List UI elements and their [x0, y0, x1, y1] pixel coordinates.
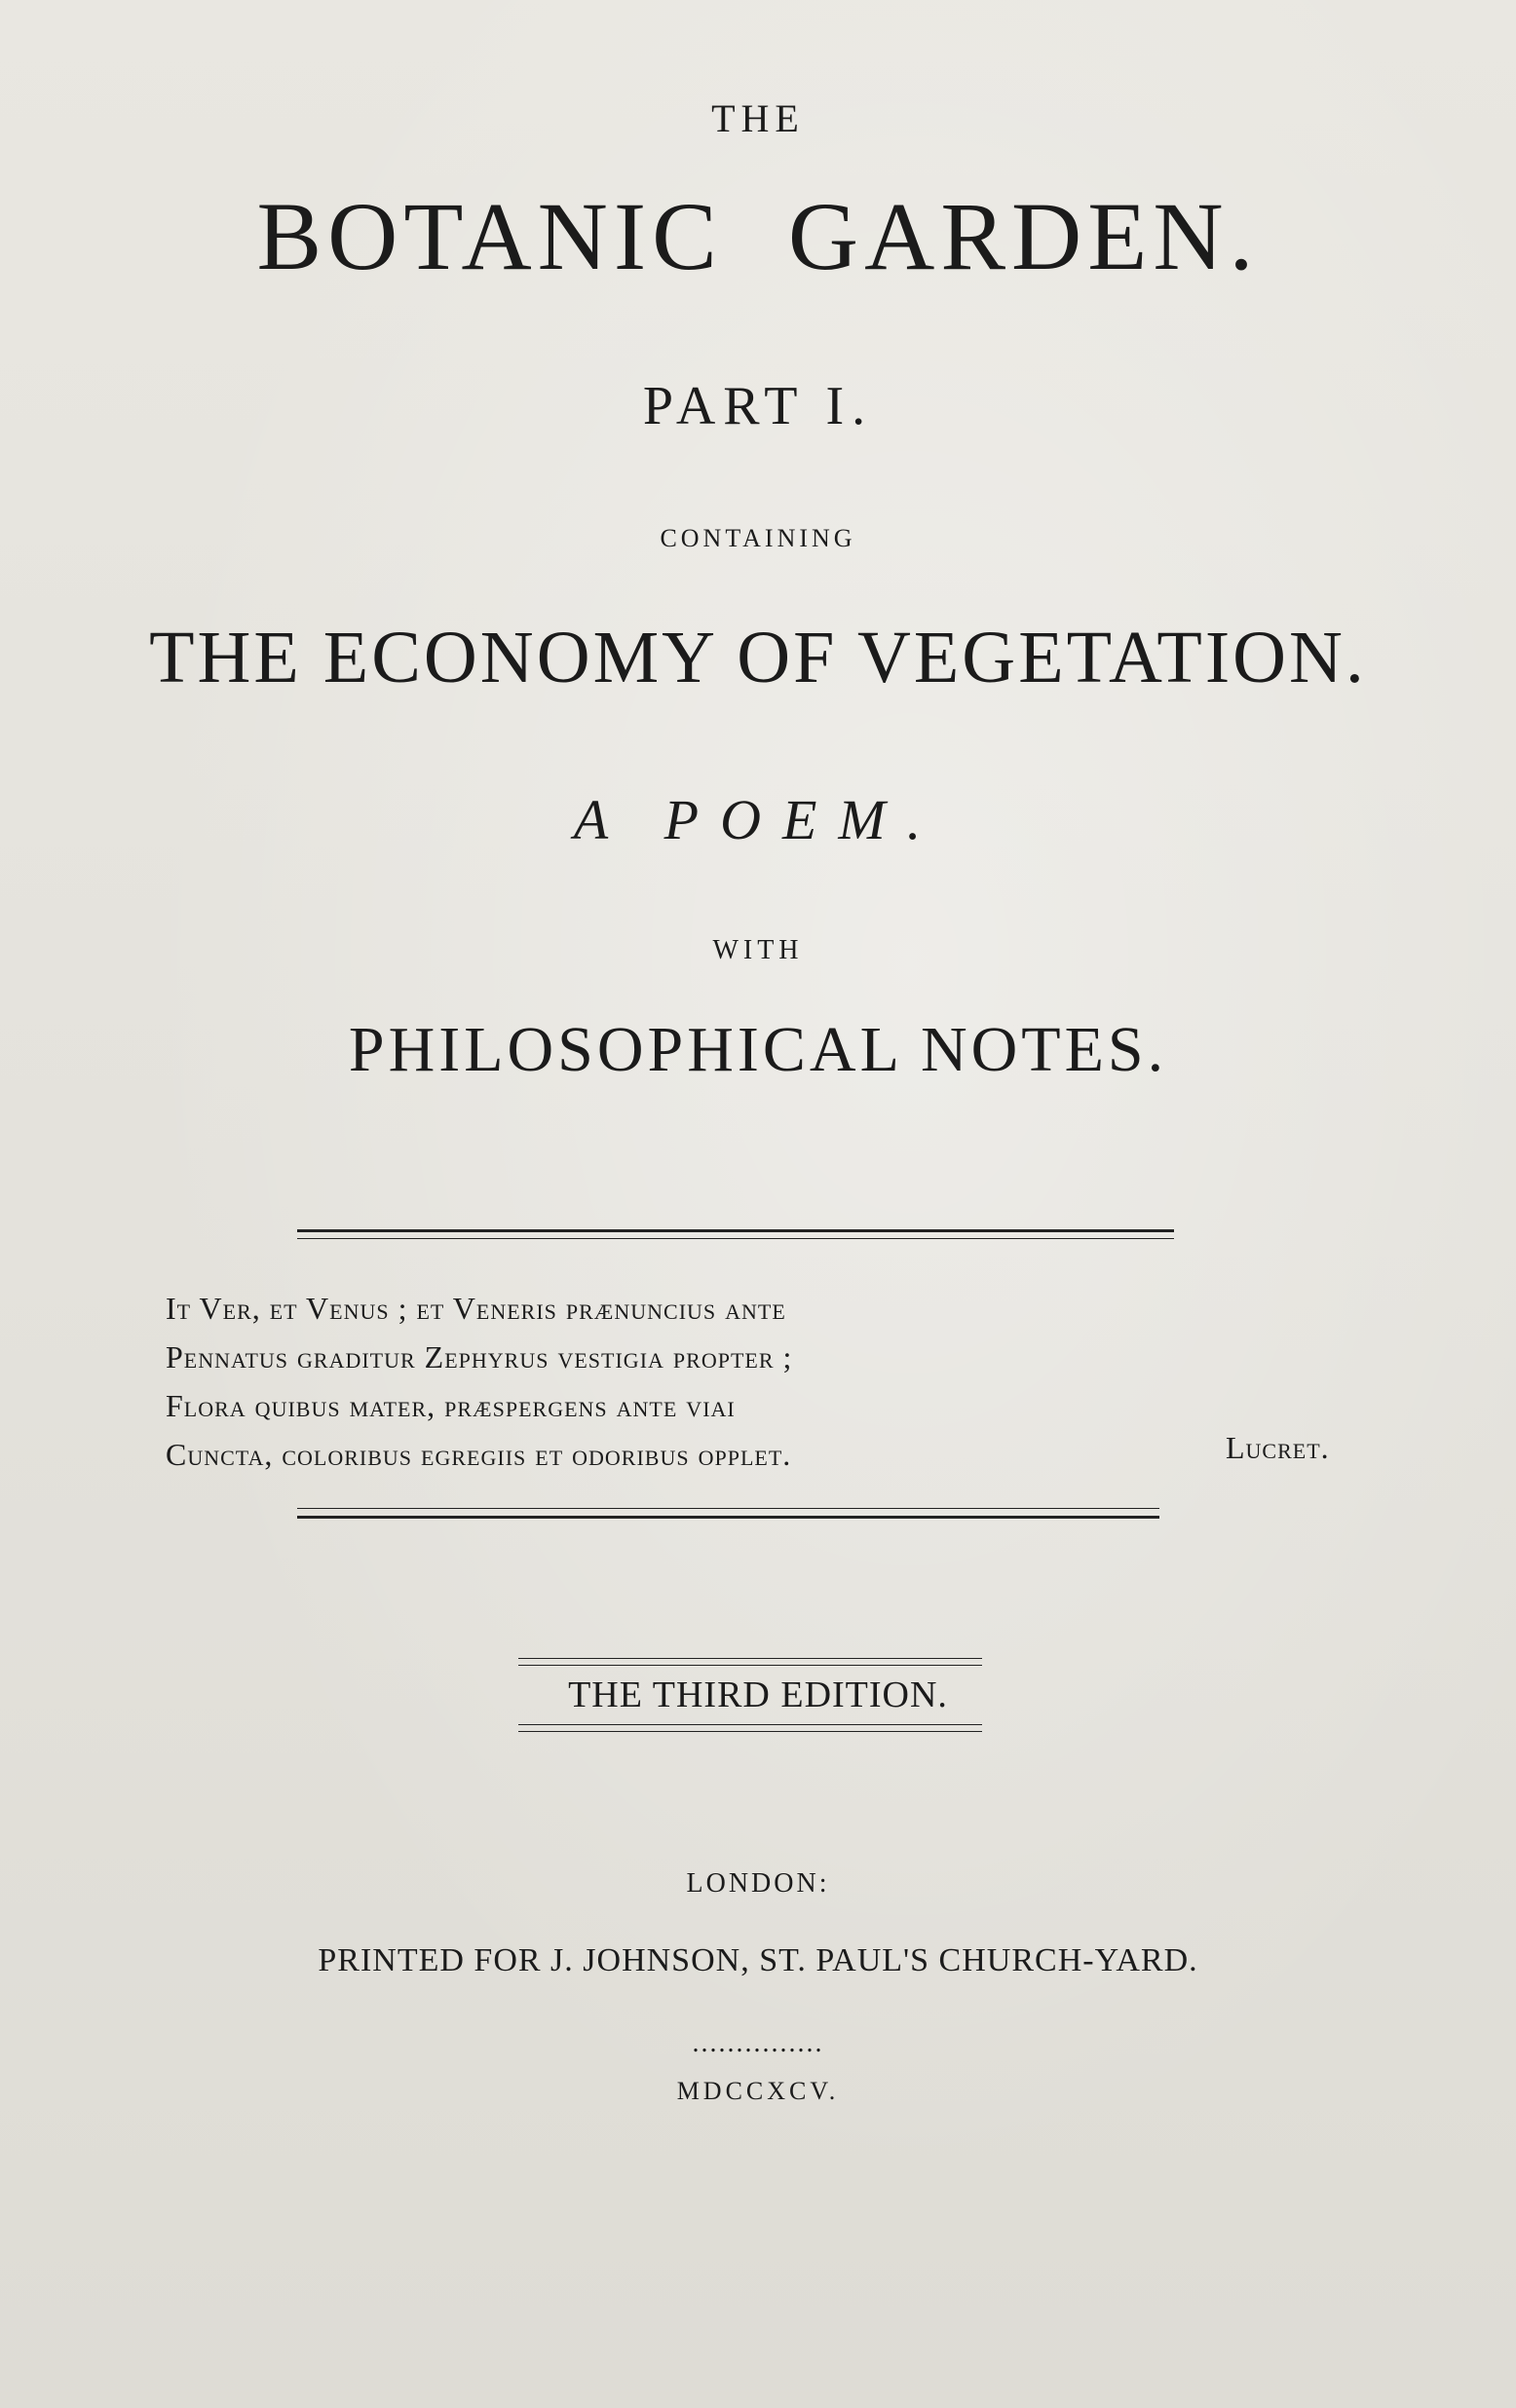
- rule-top-thin: [297, 1238, 1174, 1239]
- rule-top-thick: [297, 1229, 1174, 1232]
- epigraph-line: It Ver, et Venus ; et Veneris prænuncius ante: [166, 1291, 786, 1326]
- rule-mid-thick: [297, 1516, 1159, 1519]
- epigraph-line: Flora quibus mater, præspergens ante viai: [166, 1388, 736, 1423]
- part-heading: PART I.: [642, 376, 874, 436]
- subtitle: THE ECONOMY OF VEGETATION.: [149, 617, 1367, 698]
- containing-label: CONTAINING: [660, 524, 856, 552]
- rule-edition-bottom-thin: [518, 1724, 982, 1725]
- epigraph-attribution: Lucret.: [1226, 1430, 1330, 1465]
- rule-edition-bottom-thin-2: [518, 1731, 982, 1732]
- rule-mid-thin: [297, 1508, 1159, 1509]
- edition: THE THIRD EDITION.: [568, 1674, 948, 1715]
- book-title: BOTANIC GARDEN.: [256, 182, 1260, 290]
- imprint-date: MDCCXCV.: [676, 2077, 840, 2105]
- poem-label: A POEM.: [573, 788, 943, 851]
- epigraph-line: Pennatus graditur Zephyrus vestigia propter ;: [166, 1339, 793, 1374]
- notes-heading: PHILOSOPHICAL NOTES.: [348, 1014, 1168, 1085]
- title-article: THE: [711, 96, 805, 140]
- epigraph-line: Cuncta, coloribus egregiis et odoribus opplet.: [166, 1437, 792, 1472]
- imprint-printer: PRINTED FOR J. JOHNSON, ST. PAUL'S CHURCH-YARD.: [318, 1942, 1198, 1978]
- rule-edition-top-thin: [518, 1658, 982, 1659]
- epigraph: [166, 1284, 1393, 1479]
- rule-edition-top-thin-2: [518, 1665, 982, 1666]
- with-label: WITH: [712, 935, 804, 965]
- imprint-place: LONDON:: [686, 1868, 830, 1899]
- dotted-ornament: ...............: [692, 2028, 824, 2058]
